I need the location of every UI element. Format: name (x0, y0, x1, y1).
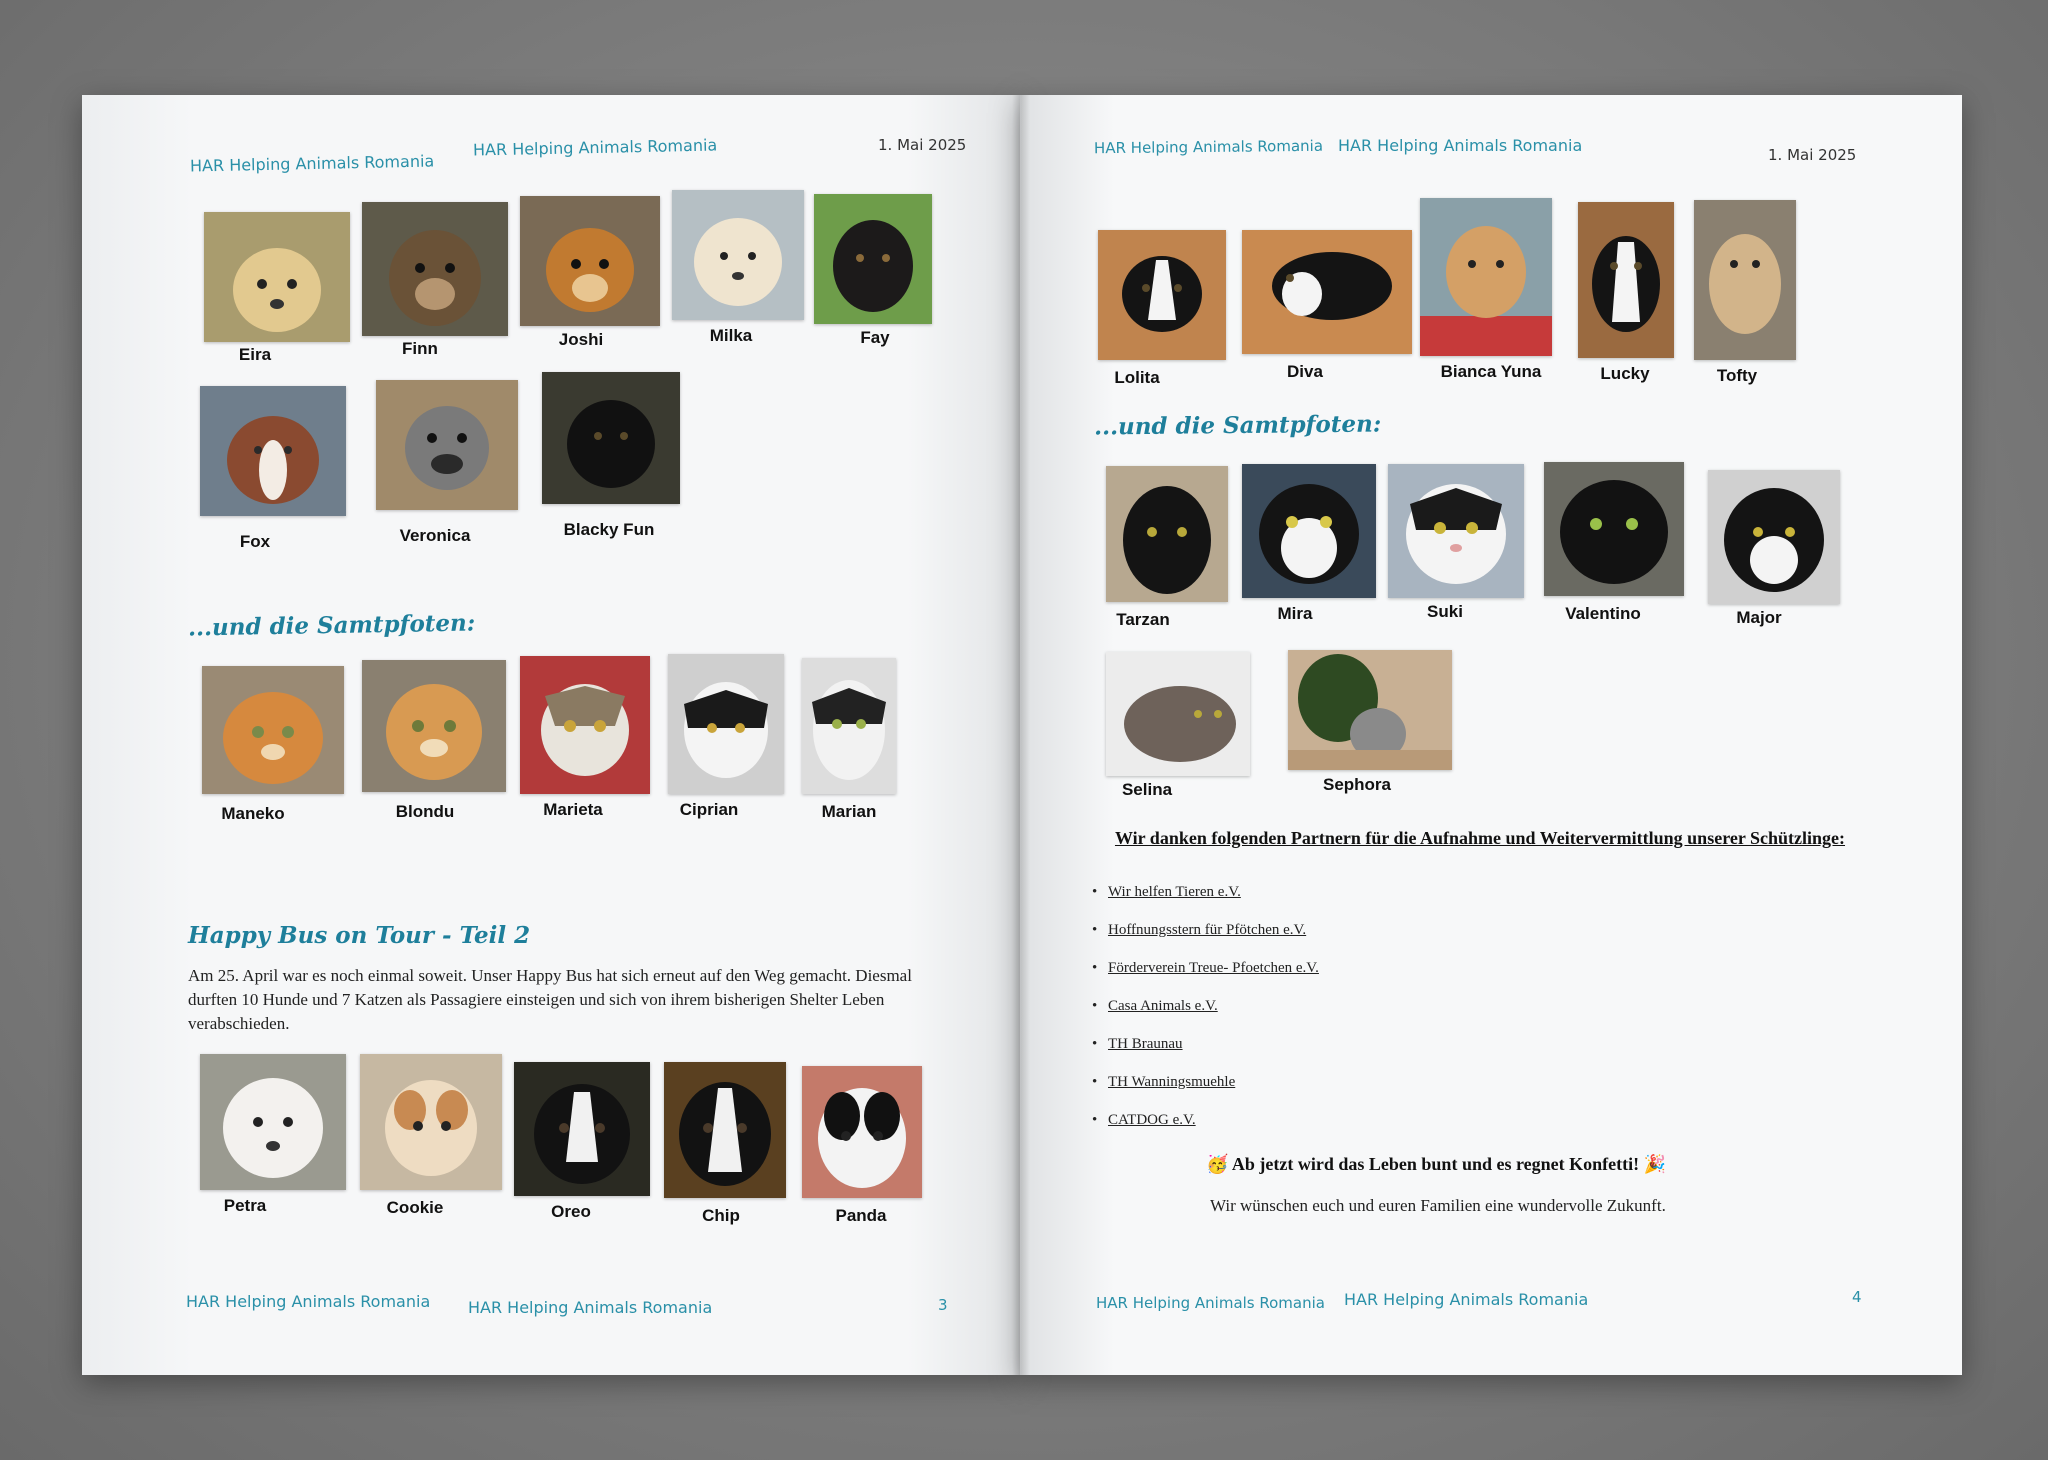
cats-section-title: ...und die Samtpfoten: (1093, 410, 1382, 441)
cat-name-tarzan: Tarzan (1116, 610, 1170, 629)
header-org-label: HAR Helping Animals Romania (1093, 136, 1324, 158)
header-org-label: HAR Helping Animals Romania (189, 151, 435, 176)
cat-photo-selina (1106, 652, 1250, 776)
cats-section-title: ...und die Samtpfoten: (187, 609, 476, 642)
cat-photo-ciprian (668, 654, 784, 794)
cat-name-mira: Mira (1277, 604, 1313, 623)
dog-photo-joshi (520, 196, 660, 326)
dog-name-lucky: Lucky (1600, 364, 1650, 383)
partner-link[interactable]: • Wir helfen Tieren e.V. (1092, 884, 1319, 922)
cat-name-sephora: Sephora (1322, 775, 1392, 794)
dog-name-tofty: Tofty (1716, 366, 1758, 385)
bus-section-title: Happy Bus on Tour - Teil 2 (188, 922, 531, 949)
dog-photo-cookie (360, 1054, 502, 1190)
dog-photo-blacky-fun (542, 372, 680, 504)
wish-line: Wir wünschen euch und euren Familien eine wundervolle Zukunft. (1210, 1196, 1666, 1215)
cat-photo-sephora (1288, 650, 1452, 770)
dog-photo-petra (200, 1054, 346, 1190)
footer-org-label: HAR Helping Animals Romania (468, 1298, 713, 1317)
cat-photo-marieta (520, 656, 650, 794)
partners-heading: Wir danken folgenden Partnern für die Aufnahme und Weitervermittlung unserer Schützlinge: (1114, 828, 1846, 848)
cat-name-selina: Selina (1121, 780, 1173, 799)
cat-photo-tarzan (1106, 466, 1228, 602)
dog-name-lolita: Lolita (1114, 368, 1160, 387)
dog-name-eira: Eira (238, 345, 272, 364)
dog-name-fay: Fay (860, 328, 890, 347)
cat-photo-suki (1388, 464, 1524, 598)
dog-photo-chip (664, 1062, 786, 1198)
partners-list (1092, 884, 1319, 1150)
header-date: 1. Mai 2025 (878, 136, 967, 154)
dog-name-cookie: Cookie (386, 1198, 444, 1217)
cat-photo-blondu (362, 660, 506, 792)
magazine-spine (1012, 95, 1030, 1375)
cat-photo-mira (1242, 464, 1376, 598)
cat-name-marian: Marian (821, 802, 877, 821)
partner-link[interactable]: • Casa Animals e.V. (1092, 998, 1319, 1036)
dog-name-milka: Milka (709, 326, 753, 345)
cat-name-major: Major (1736, 608, 1782, 627)
cat-name-maneko: Maneko (221, 804, 285, 823)
dog-name-oreo: Oreo (551, 1202, 591, 1221)
header-org-label: HAR Helping Animals Romania (472, 135, 718, 160)
cat-photo-valentino (1544, 462, 1684, 596)
dog-name-blacky-fun: Blacky Fun (563, 520, 655, 539)
dog-name-diva: Diva (1287, 362, 1323, 381)
dog-photo-bianca-yuna (1420, 198, 1552, 356)
dog-photo-lucky (1578, 202, 1674, 358)
dog-photo-eira (204, 212, 350, 342)
dog-name-chip: Chip (702, 1206, 740, 1225)
konfetti-line: 🥳 Ab jetzt wird das Leben bunt und es regnet Konfetti! 🎉 (1206, 1154, 1667, 1174)
dog-name-petra: Petra (223, 1196, 267, 1215)
cat-photo-major (1708, 470, 1840, 604)
bus-paragraph: Am 25. April war es noch einmal soweit. Unser Happy Bus hat sich erneut auf den Weg gemacht. Diesmal durften 10 Hunde und 7 Katzen als Passagiere einsteigen und sich von ihrem bisherigen Shelter Leben verabschieden. (188, 966, 912, 1033)
dog-name-fox: Fox (239, 532, 271, 551)
footer-org-label: HAR Helping Animals Romania (1096, 1294, 1325, 1312)
dog-name-veronica: Veronica (399, 526, 471, 545)
dog-photo-fox (200, 386, 346, 516)
cat-name-suki: Suki (1427, 602, 1463, 621)
partner-link[interactable]: • TH Braunau (1092, 1036, 1319, 1074)
header-org-label: HAR Helping Animals Romania (1338, 136, 1583, 155)
dog-photo-milka (672, 190, 804, 320)
footer-org-label: HAR Helping Animals Romania (1344, 1290, 1589, 1309)
dog-photo-fay (814, 194, 932, 324)
dog-name-joshi: Joshi (558, 330, 604, 349)
dog-photo-panda (802, 1066, 922, 1198)
dog-photo-oreo (514, 1062, 650, 1196)
dog-photo-finn (362, 202, 508, 336)
cat-name-blondu: Blondu (395, 802, 455, 821)
header-date: 1. Mai 2025 (1768, 146, 1857, 164)
dog-photo-tofty (1694, 200, 1796, 360)
dog-photo-veronica (376, 380, 518, 510)
footer-org-label: HAR Helping Animals Romania (186, 1292, 431, 1311)
partner-link[interactable]: • Hoffnungsstern für Pfötchen e.V. (1092, 922, 1319, 960)
dog-name-finn: Finn (402, 339, 438, 358)
cat-name-ciprian: Ciprian (679, 800, 739, 819)
partner-link[interactable]: • CATDOG e.V. (1092, 1112, 1319, 1150)
partner-link[interactable]: • Förderverein Treue- Pfoetchen e.V. (1092, 960, 1319, 998)
dog-photo-lolita (1098, 230, 1226, 360)
dog-photo-diva (1242, 230, 1412, 354)
page-number: 4 (1852, 1288, 1862, 1306)
dog-name-panda: Panda (835, 1206, 887, 1225)
page-number: 3 (938, 1296, 948, 1314)
cat-name-marieta: Marieta (543, 800, 603, 819)
cat-photo-maneko (202, 666, 344, 794)
cat-name-valentino: Valentino (1565, 604, 1641, 623)
partner-link[interactable]: • TH Wanningsmuehle (1092, 1074, 1319, 1112)
dog-name-bianca-yuna: Bianca Yuna (1440, 362, 1542, 381)
cat-photo-marian (802, 658, 896, 794)
